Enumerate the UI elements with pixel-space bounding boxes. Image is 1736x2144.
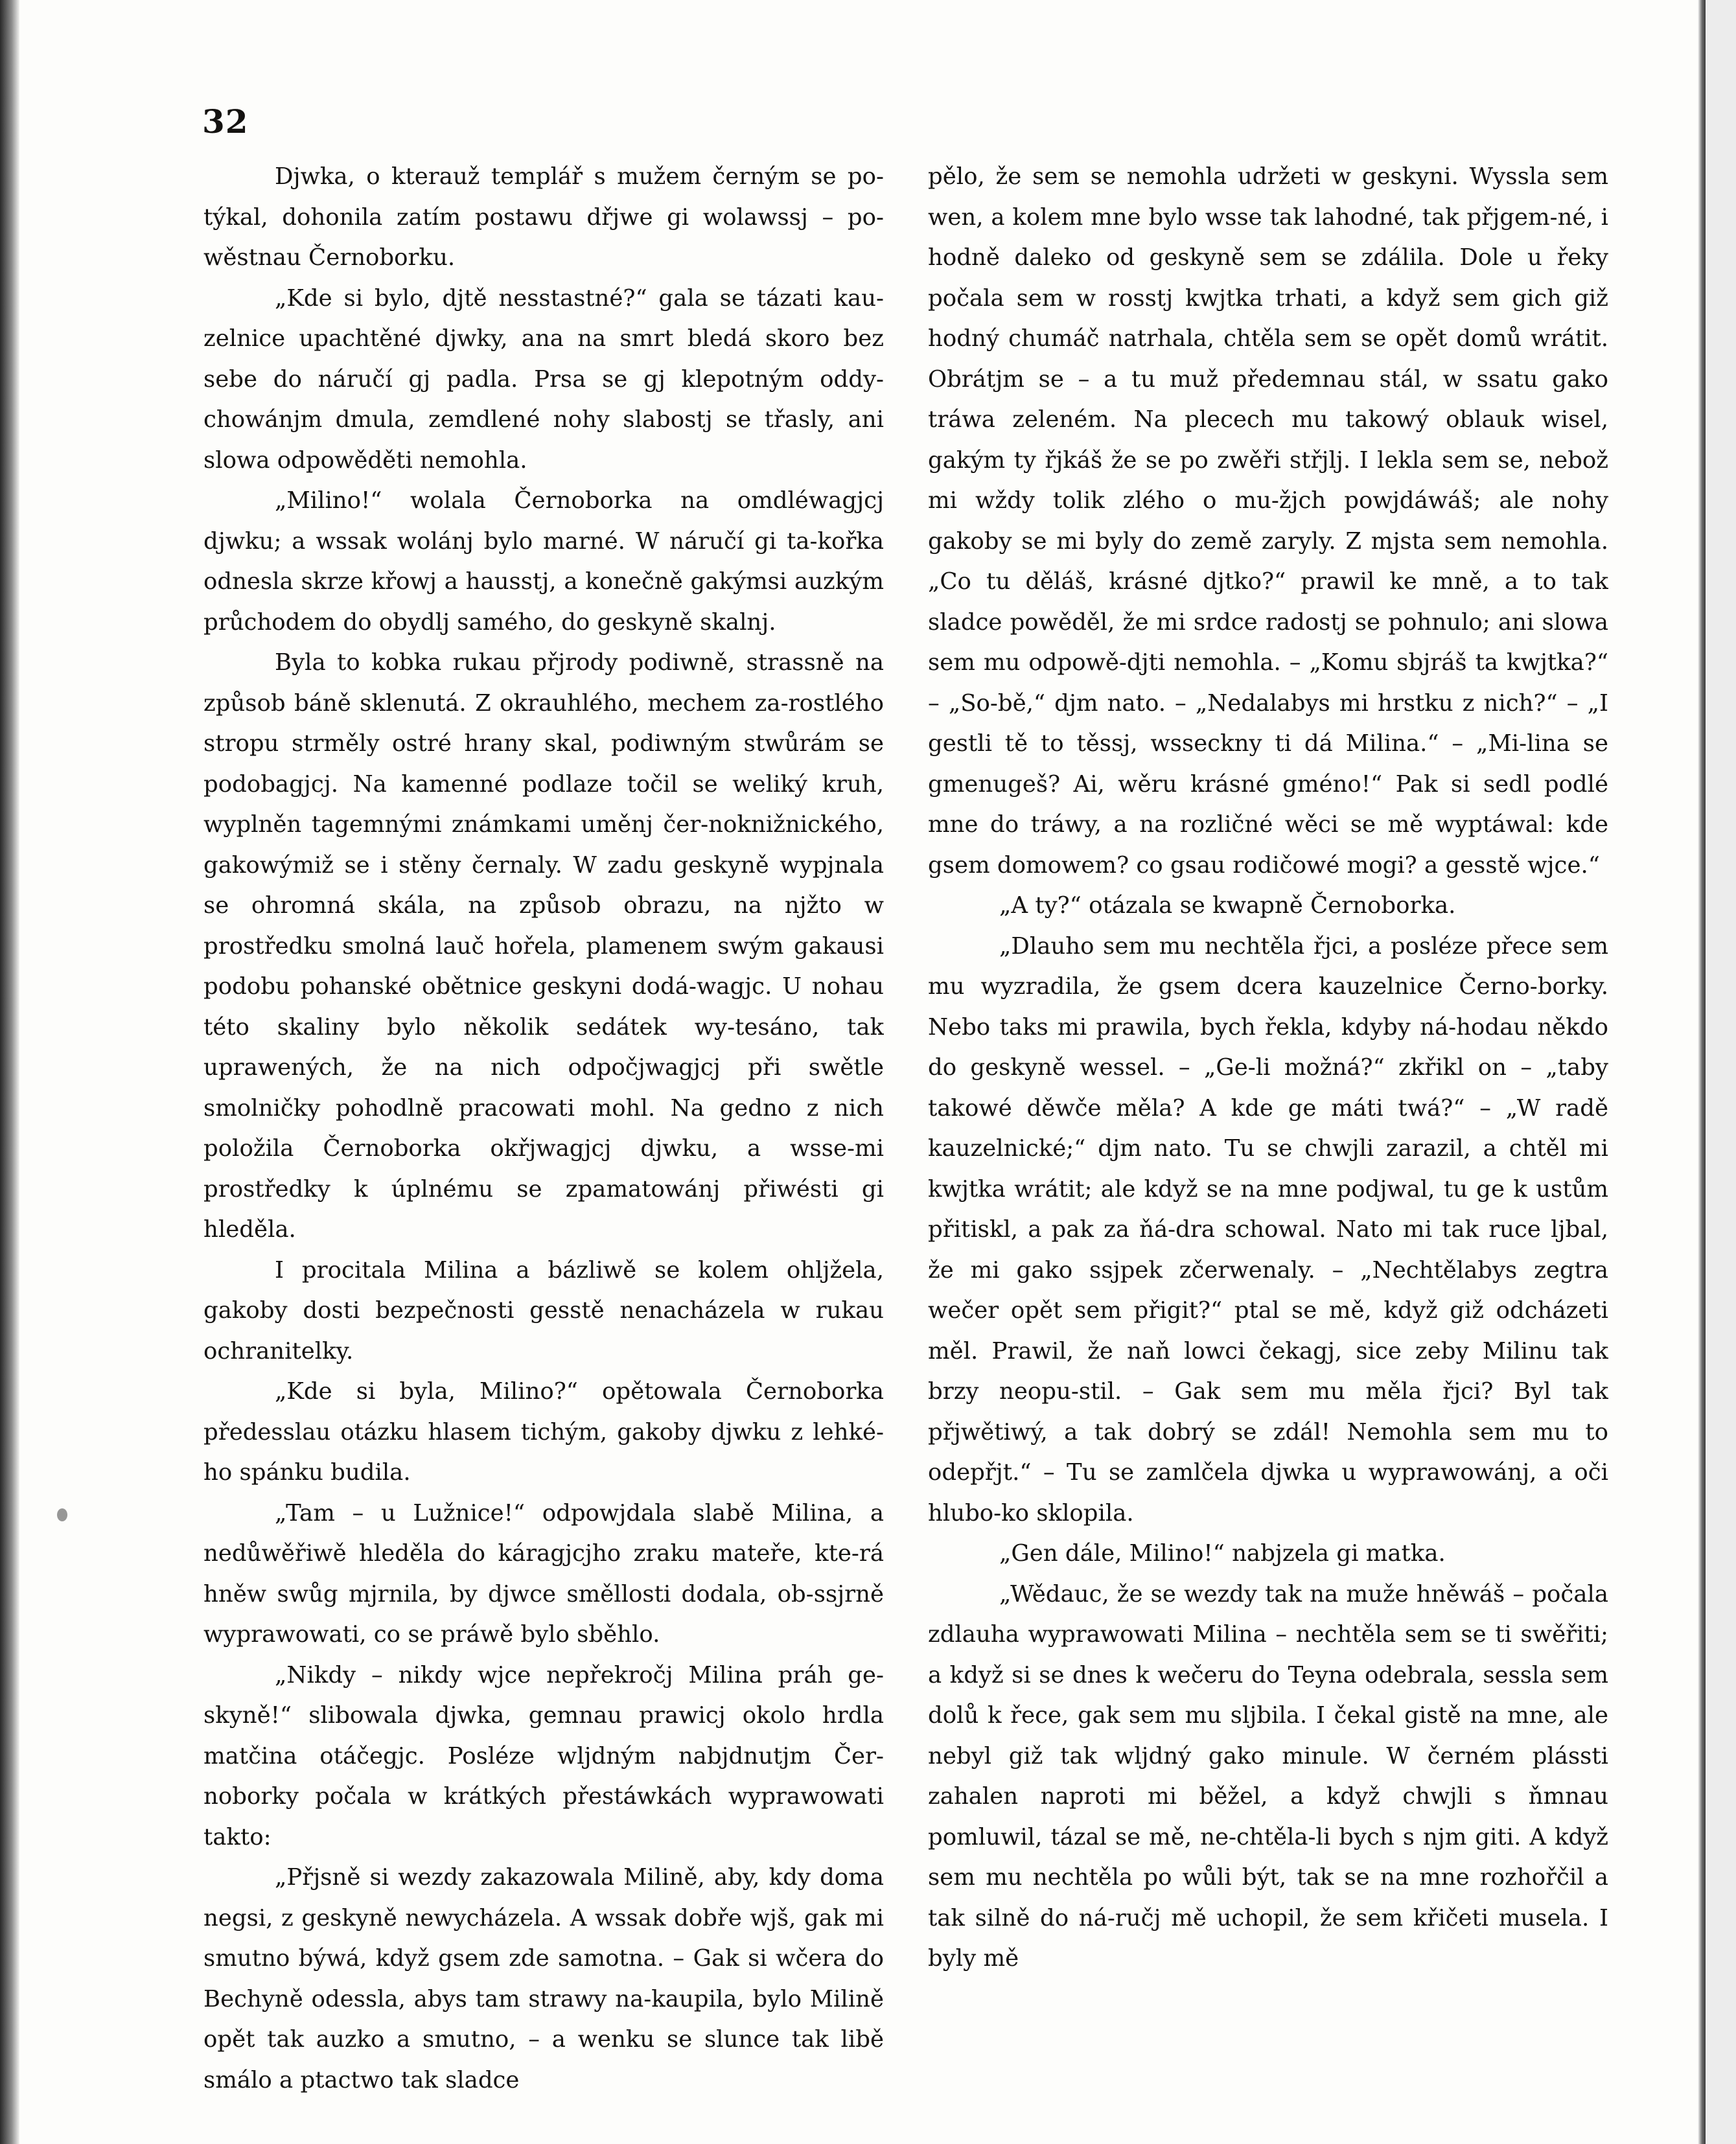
page-number: 32	[202, 102, 249, 141]
page-gutter-shadow	[1698, 0, 1706, 2144]
paragraph-continued: pělo, že sem se nemohla udržeti w geskyni. Wyssla sem wen, a kolem mne bylo wsse tak lahodné, tak přjgem-né, i hodně daleko od geskyně sem se zdálila. Dole u řeky počala sem w rosstj kwjtka trhati, a když sem gich giž hodný chumáč natrhala, chtěla sem se opět domů wrátit. Obrátjm se – a tu muž předemnau stál, w ssatu gako tráwa zeleném. Na plecech mu takowý oblauk wisel, gakým ty řjkáš že se po zwěři střjlj. I lekla sem se, nebož mi wždy tolik zlého o mu-žjch powjdáwáš; ale nohy gakoby se mi byly do země zaryly. Z mjsta sem nemohla. „Co tu děláš, krásné djtko?“ prawil ke mně, a to tak sladce powěděl, že mi srdce radostj se pohnulo; ani slowa sem mu odpowě-djti nemohla. – „Komu sbjráš ta kwjtka?“ – „So-bě,“ djm nato. – „Nedalabys mi hrstku z nich?“ – „I gestli tě to těssj, wsseckny ti dá Milina.“ – „Mi-lina se gmenugeš? Ai, wěru krásné gméno!“ Pak si sedl podlé mne do tráwy, a na rozličné wěci se mě wyptáwal: kde gsem domowem? co gsau rodičowé mogi? a gesstě wjce.“	[928, 163, 1608, 879]
facing-page-strip	[1706, 0, 1736, 2144]
paragraph: „Wědauc, že se wezdy tak na muže hněwáš – počala zdlauha wyprawowati Milina – nechtěla sem se ti swěřiti; a když si se dnes k wečeru do Teyna odebrala, sessla sem dolů k řece, gak sem mu sljbila. I čekal gistě na mne, ale nebyl giž tak wljdný gako minule. W černém plássti zahalen naproti mi běžel, a když chwjli s ňmnau pomluwil, tázal se mě, ne-chtěla-li bych s njm giti. A když sem mu nechtěla po wůli být, tak se na mne rozhořčil a tak silně do ná-ručj mě uchopil, že sem křičeti musela. I byly mě	[928, 1580, 1608, 1972]
paragraph: „Dlauho sem mu nechtěla řjci, a posléze přece sem mu wyzradila, že gsem dcera kauzelnice Černo-borky. Nebo taks mi prawila, bych řekla, kdyby ná-hodau někdo do geskyně wessel. – „Ge-li možná?“ zkřikl on – „taby takowé děwče měla? A kde ge máti twá?“ – „W radě kauzelnické;“ djm nato. Tu se chwjli zarazil, a chtěl mi kwjtka wrátit; ale když se na mne podjwal, tu ge k ustům přitiskl, a pak za ňá-dra schowal. Nato mi tak ruce ljbal, že mi gako ssjpek zčerwenaly. – „Nechtělabys zegtra wečer opět sem přigit?“ ptal se mě, když giž odcházeti měl. Prawil, že naň lowci čekagj, sice zeby Milinu tak brzy neopu-stil. – Gak sem mu měla řjci? Byl tak přjwětiwý, a tak dobrý se zdál! Nemohla sem mu to odepřjt.“ – Tu se zamlčela djwka u wyprawowánj, a oči hlubo-ko sklopila.	[928, 932, 1608, 1527]
paragraph: „Přjsně si wezdy zakazowala Milině, aby, kdy doma negsi, z geskyně newycházela. A wssak dobře wjš, gak mi smutno býwá, když gsem zde samotna. – Gak si wčera do Bechyně odessla, abys tam strawy na-kaupila, bylo Milině opět tak auzko a smutno, – a wenku se slunce tak libě smálo a ptactwo tak sladce	[203, 1864, 884, 2093]
ink-spot	[57, 1508, 67, 1521]
paragraph: „A ty?“ otázala se kwapně Černoborka.	[999, 892, 1456, 919]
paragraph: „Kde si byla, Milino?“ opětowala Černoborka předesslau otázku hlasem tichým, gakoby djwku z lehké-ho spánku budila.	[203, 1378, 884, 1486]
page-left-edge-shadow	[0, 0, 19, 2144]
paragraph: „Gen dále, Milino!“ nabjzela gi matka.	[999, 1540, 1446, 1567]
paragraph: Byla to kobka rukau přjrody podiwně, strassně na způsob báně sklenutá. Z okrauhlého, mechem za-rostlého stropu strměly ostré hrany skal, podiwným stwůrám se podobagjcj. Na kamenné podlaze točil se weliký kruh, wyplněn tagemnými známkami uměnj čer-noknižnického, gakowýmiž se i stěny černaly. W zadu geskyně wypjnala se ohromná skála, na způsob obrazu, na njžto w prostředku smolná lauč hořela, plamenem swým gakausi podobu pohanské obětnice geskyni dodá-wagjc. U nohau této skaliny bylo několik sedátek wy-tesáno, tak uprawených, že na nich odpočjwagjcj při swětle smolničky pohodlně pracowati mohl. Na gedno z nich položila Černoborka okřjwagjcj djwku, a wsse-mi prostředky k úplnému se zpamatowánj přiwésti gi hleděla.	[203, 649, 884, 1243]
paragraph: „Tam – u Lužnice!“ odpowjdala slabě Milina, a nedůwěřiwě hleděla do káragjcjho zraku mateře, kte-rá hněw swůg mjrnila, by djwce směllosti dodala, ob-ssjrně wyprawowati, co se práwě bylo sběhlo.	[203, 1499, 884, 1648]
paragraph: Djwka, o kterauž templář s mužem černým se po-týkal, dohonila zatím postawu dřjwe gi wolawssj – po-wěstnau Černoborku.	[203, 163, 884, 271]
paragraph: I procitala Milina a bázliwě se kolem ohljžela, gakoby dosti bezpečnosti gesstě nenacházela w rukau ochranitelky.	[203, 1256, 884, 1365]
left-text-column	[203, 157, 884, 2101]
paragraph: „Nikdy – nikdy wjce nepřekročj Milina práh ge-skyně!“ slibowala djwka, gemnau prawicj okolo hrdla matčina otáčegjc. Posléze wljdným nabjdnutjm Čer-noborky počala w krátkých přestáwkách wyprawowati takto:	[203, 1661, 884, 1850]
paragraph: „Milino!“ wolala Černoborka na omdléwagjcj djwku; a wssak wolánj bylo marné. W náručí gi ta-kořka odnesla skrze křowj a hausstj, a konečně gakýmsi auzkým průchodem do obydlj samého, do geskyně skalnj.	[203, 487, 884, 636]
paragraph: „Kde si bylo, djtě nesstastné?“ gala se tázati kau-zelnice upachtěné djwky, ana na smrt bledá skoro bez sebe do náručí gj padla. Prsa se gj klepotným oddy-chowánjm dmula, zemdlené nohy slabostj se třasly, ani slowa odpowěděti nemohla.	[203, 284, 884, 474]
right-text-column	[928, 157, 1608, 2101]
